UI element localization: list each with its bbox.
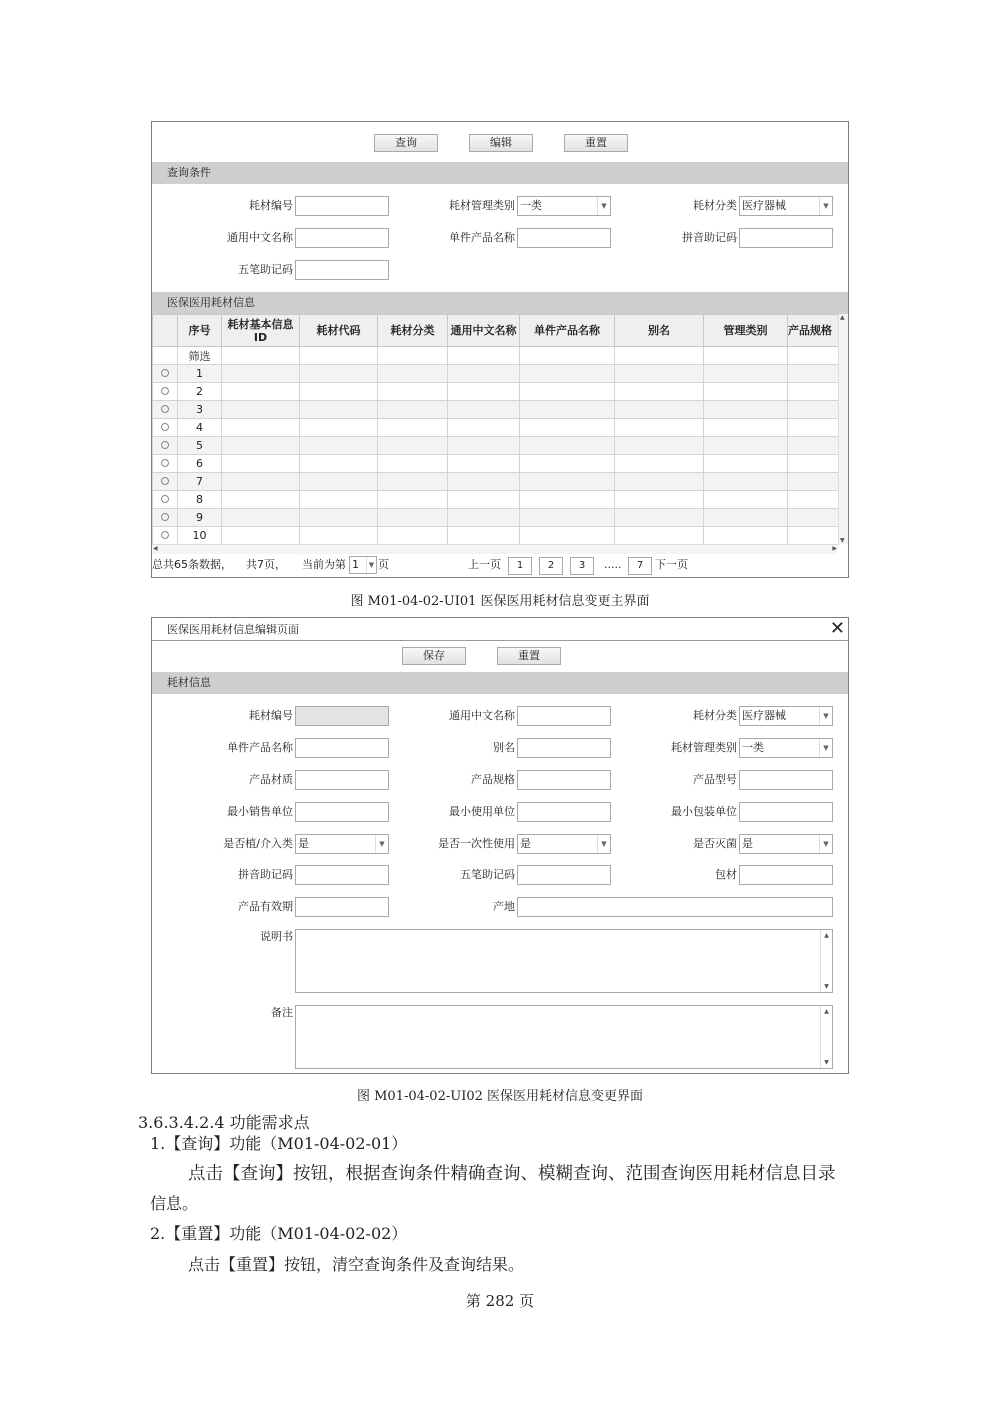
- edit-alias-input[interactable]: [517, 738, 611, 758]
- requirement-1-text-cont: 信息。: [150, 1194, 199, 1213]
- edit-validity-label: 产品有效期: [238, 900, 293, 913]
- query-button[interactable]: 查询: [374, 134, 438, 152]
- table-row[interactable]: [153, 509, 839, 527]
- wubi-code-label: 五笔助记码: [238, 263, 293, 276]
- edit-origin-label: 产地: [493, 900, 515, 913]
- query-panel: [151, 121, 849, 578]
- edit-implant-select[interactable]: 是 ▼: [295, 834, 389, 854]
- table-cell: [788, 419, 839, 437]
- table-cell: [300, 473, 378, 491]
- edit-min-use-unit-input[interactable]: [517, 802, 611, 822]
- table-cell: [222, 473, 300, 491]
- edit-min-pack-unit-label: 最小包装单位: [671, 805, 737, 818]
- column-header[interactable]: 通用中文名称: [448, 315, 520, 347]
- table-cell: [615, 437, 704, 455]
- column-header[interactable]: 别名: [615, 315, 704, 347]
- scroll-right-icon[interactable]: ▶: [832, 545, 837, 552]
- scroll-up-icon[interactable]: ▲: [824, 1008, 829, 1015]
- edit-pinyin-code-label: 拼音助记码: [238, 868, 293, 881]
- close-icon[interactable]: ✕: [829, 618, 845, 639]
- pager-pages: 共7页，: [246, 558, 286, 571]
- table-cell: [788, 383, 839, 401]
- table-cell: [300, 509, 378, 527]
- table-cell: [448, 401, 520, 419]
- table-cell: [704, 437, 788, 455]
- edit-model-label: 产品型号: [693, 773, 737, 786]
- edit-alias-label: 别名: [493, 741, 515, 754]
- table-cell: [378, 365, 448, 383]
- table-cell: [378, 509, 448, 527]
- prev-page-link[interactable]: 上一页: [468, 558, 501, 571]
- chevron-down-icon: ▼: [819, 197, 832, 215]
- table-cell: [378, 455, 448, 473]
- edit-remark-textarea[interactable]: [295, 1005, 833, 1069]
- table-cell: [222, 383, 300, 401]
- table-cell: [520, 473, 615, 491]
- table-cell: [788, 509, 839, 527]
- category-label: 耗材分类: [693, 199, 737, 212]
- column-header[interactable]: 管理类别: [704, 315, 788, 347]
- table-cell: [788, 401, 839, 419]
- table-cell: [448, 419, 520, 437]
- table-cell: [378, 491, 448, 509]
- chevron-down-icon: ▼: [375, 835, 388, 853]
- table-cell: [300, 491, 378, 509]
- table-cell: [300, 401, 378, 419]
- edit-wubi-code-label: 五笔助记码: [460, 868, 515, 881]
- column-header[interactable]: 序号: [178, 315, 222, 347]
- row-number: 8: [178, 491, 222, 509]
- pager-current-prefix: 当前为第: [302, 558, 346, 571]
- row-radio[interactable]: [161, 477, 169, 485]
- table-cell: [222, 509, 300, 527]
- consumables-info-header: 医保医用耗材信息: [152, 292, 848, 314]
- table-cell: [378, 383, 448, 401]
- scroll-left-icon[interactable]: ◀: [153, 545, 158, 552]
- edit-min-sale-unit-input[interactable]: [295, 802, 389, 822]
- table-cell: [520, 455, 615, 473]
- table-cell: [300, 455, 378, 473]
- table-cell: [704, 473, 788, 491]
- edit-disposable-label: 是否一次性使用: [438, 837, 515, 850]
- edit-manual-textarea[interactable]: [295, 929, 833, 993]
- table-cell: [300, 527, 378, 545]
- product-name-label: 单件产品名称: [449, 231, 515, 244]
- textarea-scrollbar[interactable]: [820, 930, 832, 992]
- edit-min-sale-unit-label: 最小销售单位: [227, 805, 293, 818]
- row-radio[interactable]: [161, 513, 169, 521]
- table-cell: [448, 437, 520, 455]
- table-cell: [704, 491, 788, 509]
- pager-ellipsis: .....: [604, 558, 622, 571]
- chevron-down-icon: ▼: [597, 835, 610, 853]
- edit-spec-input[interactable]: [517, 770, 611, 790]
- section-heading: 3.6.3.4.2.4 功能需求点: [138, 1113, 310, 1132]
- table-cell: [448, 509, 520, 527]
- table-cell: [615, 401, 704, 419]
- table-cell: [520, 401, 615, 419]
- table-cell: [788, 437, 839, 455]
- edit-packing-input[interactable]: [739, 865, 833, 885]
- table-cell: [378, 401, 448, 419]
- table-cell: [448, 491, 520, 509]
- edit-product-name-label: 单件产品名称: [227, 741, 293, 754]
- save-button[interactable]: 保存: [402, 647, 466, 665]
- table-cell: [222, 491, 300, 509]
- table-cell: [788, 491, 839, 509]
- filter-label: 筛选: [178, 347, 222, 365]
- table-cell: [448, 365, 520, 383]
- table-row[interactable]: [153, 527, 839, 545]
- row-radio[interactable]: [161, 495, 169, 503]
- page-button-3[interactable]: 3: [570, 557, 594, 575]
- category-select[interactable]: 医疗器械 ▼: [739, 196, 833, 216]
- table-cell: [788, 473, 839, 491]
- column-header[interactable]: 耗材基本信息ID: [222, 315, 300, 347]
- scroll-down-icon[interactable]: ▼: [824, 1059, 829, 1066]
- edit-packing-label: 包材: [715, 868, 737, 881]
- table-cell: [378, 473, 448, 491]
- requirement-1-title: 1.【查询】功能（M01-04-02-01）: [150, 1134, 408, 1153]
- table-cell: [615, 383, 704, 401]
- edit-validity-input[interactable]: [295, 897, 389, 917]
- table-cell: [222, 365, 300, 383]
- table-cell: [300, 419, 378, 437]
- table-cell: [222, 437, 300, 455]
- table-cell: [378, 437, 448, 455]
- table-cell: [788, 365, 839, 383]
- edit-category-label: 耗材分类: [693, 709, 737, 722]
- edit-min-pack-unit-input[interactable]: [739, 802, 833, 822]
- edit-generic-name-input[interactable]: [517, 706, 611, 726]
- table-cell: [520, 365, 615, 383]
- row-number: 1: [178, 365, 222, 383]
- row-number: 6: [178, 455, 222, 473]
- pinyin-code-label: 拼音助记码: [682, 231, 737, 244]
- pager-current-suffix: 页: [378, 558, 389, 571]
- figure-caption-ui01: 图 M01-04-02-UI01 医保医用耗材信息变更主界面: [350, 594, 650, 609]
- table-cell: [704, 527, 788, 545]
- edit-code-input: [295, 706, 389, 726]
- code-label: 耗材编号: [249, 199, 293, 212]
- row-number: 3: [178, 401, 222, 419]
- table-header-row: [153, 315, 839, 347]
- wubi-code-input[interactable]: [295, 260, 389, 280]
- pager-total: 总共65条数据，: [152, 558, 232, 571]
- edit-disposable-select[interactable]: 是 ▼: [517, 834, 611, 854]
- requirement-2-title: 2.【重置】功能（M01-04-02-02）: [150, 1224, 408, 1243]
- table-cell: [704, 401, 788, 419]
- chevron-down-icon: ▼: [819, 835, 832, 853]
- table-cell: [222, 401, 300, 419]
- table-vertical-scrollbar[interactable]: [838, 314, 848, 544]
- filter-row: [153, 347, 839, 365]
- table-cell: [448, 473, 520, 491]
- mgmt-category-label: 耗材管理类别: [449, 199, 515, 212]
- table-cell: [615, 509, 704, 527]
- edit-category-select[interactable]: 医疗器械 ▼: [739, 706, 833, 726]
- chevron-down-icon: ▼: [597, 197, 610, 215]
- row-number: 7: [178, 473, 222, 491]
- edit-sterile-label: 是否灭菌: [693, 837, 737, 850]
- table-cell: [704, 419, 788, 437]
- column-header: [153, 315, 178, 347]
- table-cell: [300, 437, 378, 455]
- row-radio[interactable]: [161, 423, 169, 431]
- table-cell: [615, 491, 704, 509]
- table-cell: [615, 365, 704, 383]
- scroll-up-icon[interactable]: ▲: [840, 314, 845, 321]
- edit-implant-label: 是否植/介入类: [223, 837, 293, 850]
- table-row[interactable]: [153, 401, 839, 419]
- table-cell: [222, 527, 300, 545]
- next-page-link[interactable]: 下一页: [655, 558, 688, 571]
- column-header[interactable]: 单件产品名称: [520, 315, 615, 347]
- table-cell: [222, 419, 300, 437]
- table-cell: [615, 455, 704, 473]
- edit-sterile-select[interactable]: 是 ▼: [739, 834, 833, 854]
- edit-material-input[interactable]: [295, 770, 389, 790]
- row-number: 9: [178, 509, 222, 527]
- edit-code-label: 耗材编号: [249, 709, 293, 722]
- row-radio[interactable]: [161, 405, 169, 413]
- edit-origin-input[interactable]: [517, 897, 833, 917]
- requirement-1-text: 点击【查询】按钮，根据查询条件精确查询、模糊查询、范围查询医用耗材信息目录: [188, 1164, 836, 1184]
- edit-panel: [151, 617, 849, 1074]
- edit-panel-title: 医保医用耗材信息编辑页面: [167, 623, 299, 636]
- table-row[interactable]: [153, 473, 839, 491]
- table-cell: [448, 527, 520, 545]
- table-cell: [615, 419, 704, 437]
- generic-name-input[interactable]: [295, 228, 389, 248]
- edit-mgmt-category-label: 耗材管理类别: [671, 741, 737, 754]
- edit-mgmt-category-select[interactable]: 一类 ▼: [739, 738, 833, 758]
- table-cell: [520, 419, 615, 437]
- edit-wubi-code-input[interactable]: [517, 865, 611, 885]
- scroll-up-icon[interactable]: ▲: [824, 932, 829, 939]
- table-cell: [704, 365, 788, 383]
- chevron-down-icon: ▼: [819, 739, 832, 757]
- chevron-down-icon: ▼: [819, 707, 832, 725]
- figure-caption-ui02: 图 M01-04-02-UI02 医保医用耗材信息变更界面: [356, 1089, 643, 1104]
- edit-button[interactable]: 编辑: [469, 134, 533, 152]
- pinyin-code-input[interactable]: [739, 228, 833, 248]
- table-cell: [520, 509, 615, 527]
- edit-model-input[interactable]: [739, 770, 833, 790]
- page-number: 第 282 页: [465, 1292, 535, 1310]
- table-cell: [378, 419, 448, 437]
- table-cell: [520, 383, 615, 401]
- edit-reset-button[interactable]: 重置: [497, 647, 561, 665]
- edit-material-label: 产品材质: [249, 773, 293, 786]
- table-row[interactable]: [153, 455, 839, 473]
- reset-button[interactable]: 重置: [564, 134, 628, 152]
- table-row[interactable]: [153, 419, 839, 437]
- edit-product-name-input[interactable]: [295, 738, 389, 758]
- column-header[interactable]: 耗材分类: [378, 315, 448, 347]
- edit-pinyin-code-input[interactable]: [295, 865, 389, 885]
- column-header[interactable]: 产品规格: [788, 315, 839, 347]
- column-header[interactable]: 耗材代码: [300, 315, 378, 347]
- row-radio[interactable]: [161, 369, 169, 377]
- table-cell: [300, 383, 378, 401]
- consumables-table: [152, 314, 839, 545]
- edit-spec-label: 产品规格: [471, 773, 515, 786]
- page-button-last[interactable]: 7: [628, 557, 652, 575]
- row-number: 4: [178, 419, 222, 437]
- table-cell: [448, 383, 520, 401]
- table-cell: [448, 455, 520, 473]
- table-cell: [520, 491, 615, 509]
- row-radio[interactable]: [161, 441, 169, 449]
- requirement-2-text: 点击【重置】按钮，清空查询条件及查询结果。: [188, 1255, 525, 1274]
- chevron-down-icon: ▼: [366, 557, 376, 573]
- scroll-down-icon[interactable]: ▼: [824, 983, 829, 990]
- table-row[interactable]: [153, 437, 839, 455]
- product-name-input[interactable]: [517, 228, 611, 248]
- table-horizontal-scrollbar[interactable]: [152, 544, 838, 554]
- table-cell: [704, 509, 788, 527]
- consumable-info-header: 耗材信息: [152, 672, 848, 694]
- page-button-2[interactable]: 2: [539, 557, 563, 575]
- table-cell: [615, 527, 704, 545]
- table-cell: [378, 527, 448, 545]
- page-button-1[interactable]: 1: [508, 557, 532, 575]
- row-radio[interactable]: [161, 387, 169, 395]
- textarea-scrollbar[interactable]: [820, 1006, 832, 1068]
- row-radio[interactable]: [161, 459, 169, 467]
- row-number: 5: [178, 437, 222, 455]
- code-input[interactable]: [295, 196, 389, 216]
- edit-min-use-unit-label: 最小使用单位: [449, 805, 515, 818]
- table-cell: [300, 365, 378, 383]
- row-radio[interactable]: [161, 531, 169, 539]
- table-cell: [704, 455, 788, 473]
- row-number: 10: [178, 527, 222, 545]
- mgmt-category-select[interactable]: 一类 ▼: [517, 196, 611, 216]
- table-cell: [520, 437, 615, 455]
- table-cell: [788, 527, 839, 545]
- edit-generic-name-label: 通用中文名称: [449, 709, 515, 722]
- table-cell: [788, 455, 839, 473]
- edit-remark-label: 备注: [271, 1006, 293, 1019]
- table-row[interactable]: [153, 491, 839, 509]
- table-cell: [222, 455, 300, 473]
- table-cell: [704, 383, 788, 401]
- page-select[interactable]: 1 ▼: [349, 556, 377, 574]
- table-cell: [615, 473, 704, 491]
- edit-manual-label: 说明书: [260, 930, 293, 943]
- table-row[interactable]: [153, 365, 839, 383]
- table-row[interactable]: [153, 383, 839, 401]
- scroll-down-icon[interactable]: ▼: [840, 537, 845, 544]
- query-criteria-header: 查询条件: [152, 162, 848, 184]
- row-number: 2: [178, 383, 222, 401]
- generic-name-label: 通用中文名称: [227, 231, 293, 244]
- table-cell: [520, 527, 615, 545]
